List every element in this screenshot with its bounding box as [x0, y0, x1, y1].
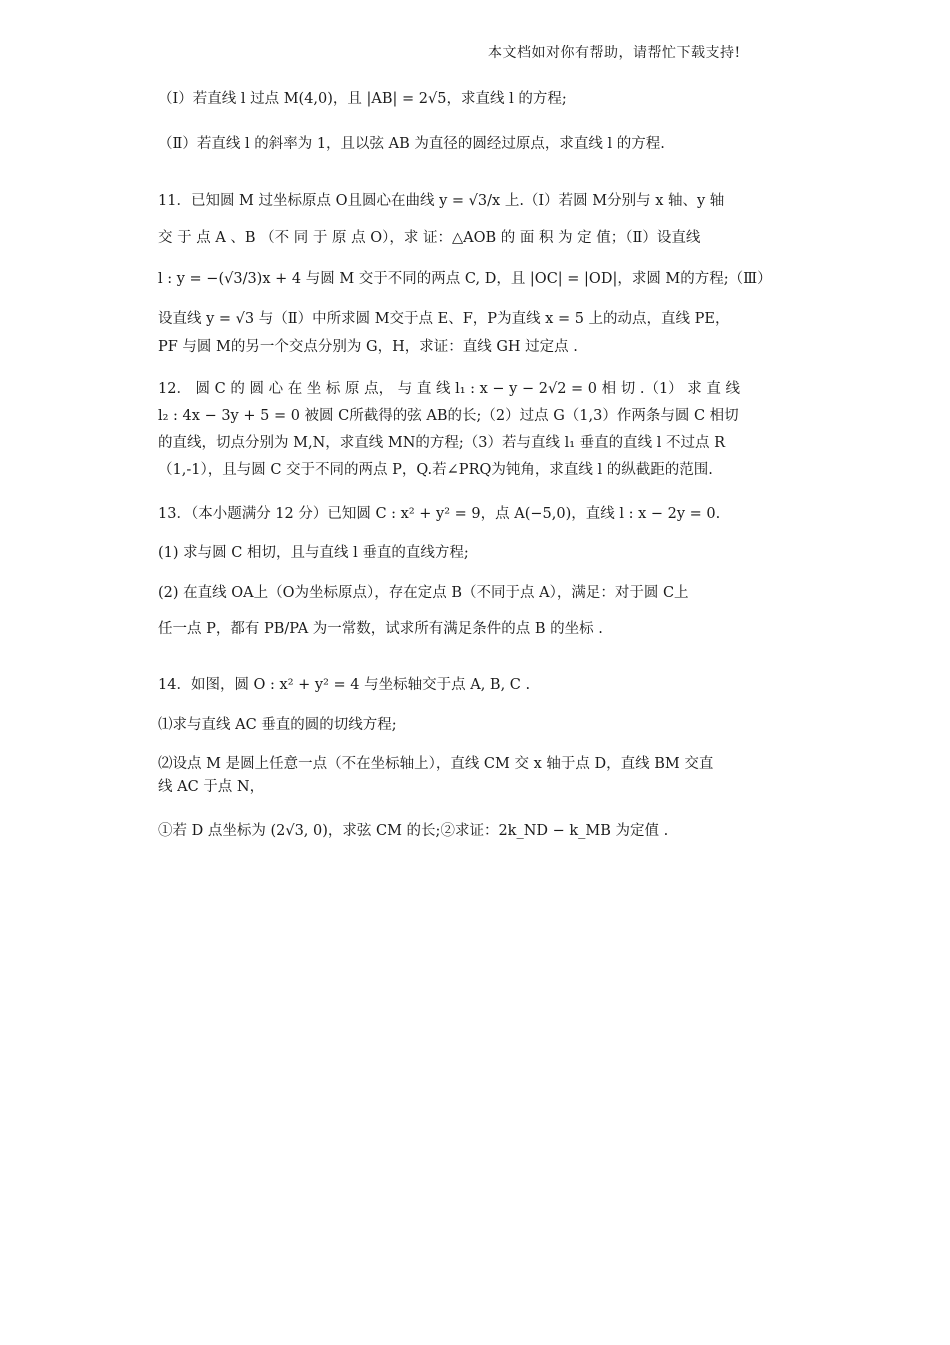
- problem-14-part-2-line-1: ⑵设点 M 是圆上任意一点（不在坐标轴上），直线 CM 交 x 轴于点 D，直线 BM 交直: [158, 756, 714, 772]
- problem-12-line-1: 12． 圆 C 的 圆 心 在 坐 标 原 点， 与 直 线 l₁ : x − y − 2√2 = 0 相 切 .（1） 求 直 线: [158, 381, 741, 397]
- problem-10-part-1: （Ⅰ）若直线 l 过点 M(4,0)，且 |AB| = 2√5，求直线 l 的方程;: [158, 91, 567, 107]
- problem-14-part-1: ⑴求与直线 AC 垂直的圆的切线方程;: [158, 717, 397, 733]
- page-header: 本文档如对你有帮助，请帮忙下载支持!: [488, 45, 741, 61]
- problem-13-part-2-line-1: (2) 在直线 OA上（O为坐标原点），存在定点 B（不同于点 A），满足：对于圆 C上: [158, 585, 689, 601]
- problem-13-stem: 13．（本小题满分 12 分）已知圆 C : x² + y² = 9，点 A(−5,0)，直线 l : x − 2y = 0.: [158, 506, 721, 522]
- problem-13-part-2-line-2: 任一点 P，都有 PB/PA 为一常数，试求所有满足条件的点 B 的坐标 .: [158, 621, 603, 637]
- problem-11-line-5: PF 与圆 M的另一个交点分别为 G，H，求证：直线 GH 过定点 .: [158, 339, 578, 355]
- problem-12-line-2: l₂ : 4x − 3y + 5 = 0 被圆 C所截得的弦 AB的长;（2）过点 G（1,3）作两条与圆 C 相切: [158, 408, 739, 424]
- problem-11-line-3: l : y = −(√3/3)x + 4 与圆 M 交于不同的两点 C, D，且 |OC| = |OD|，求圆 M的方程;（Ⅲ）: [158, 271, 772, 287]
- problem-12-line-3: 的直线，切点分别为 M,N，求直线 MN的方程;（3）若与直线 l₁ 垂直的直线 l 不过点 R: [158, 435, 726, 451]
- problem-14-part-2-line-2: 线 AC 于点 N，: [158, 779, 265, 795]
- problem-11-line-4: 设直线 y = √3 与（Ⅱ）中所求圆 M交于点 E、F，P为直线 x = 5 上的动点，直线 PE，: [158, 311, 730, 327]
- problem-11-line-1: 11．已知圆 M 过坐标原点 O且圆心在曲线 y = √3/x 上.（Ⅰ）若圆 M分别与 x 轴、y 轴: [158, 193, 725, 209]
- problem-11-line-2: 交 于 点 A 、B （不 同 于 原 点 O），求 证：△AOB 的 面 积 为 定 值；（Ⅱ）设直线: [158, 230, 701, 246]
- problem-13-part-1: (1) 求与圆 C 相切，且与直线 l 垂直的直线方程;: [158, 545, 469, 561]
- problem-14-stem: 14．如图，圆 O : x² + y² = 4 与坐标轴交于点 A, B, C .: [158, 677, 531, 693]
- problem-10-part-2: （Ⅱ）若直线 l 的斜率为 1，且以弦 AB 为直径的圆经过原点，求直线 l 的方程.: [158, 136, 665, 152]
- problem-14-part-2-line-3: ①若 D 点坐标为 (2√3, 0)，求弦 CM 的长;②求证：2k_ND − k_MB 为定值 .: [158, 823, 669, 839]
- problem-12-line-4: （1,-1），且与圆 C 交于不同的两点 P，Q.若∠PRQ为钝角，求直线 l 的纵截距的范围.: [158, 462, 713, 478]
